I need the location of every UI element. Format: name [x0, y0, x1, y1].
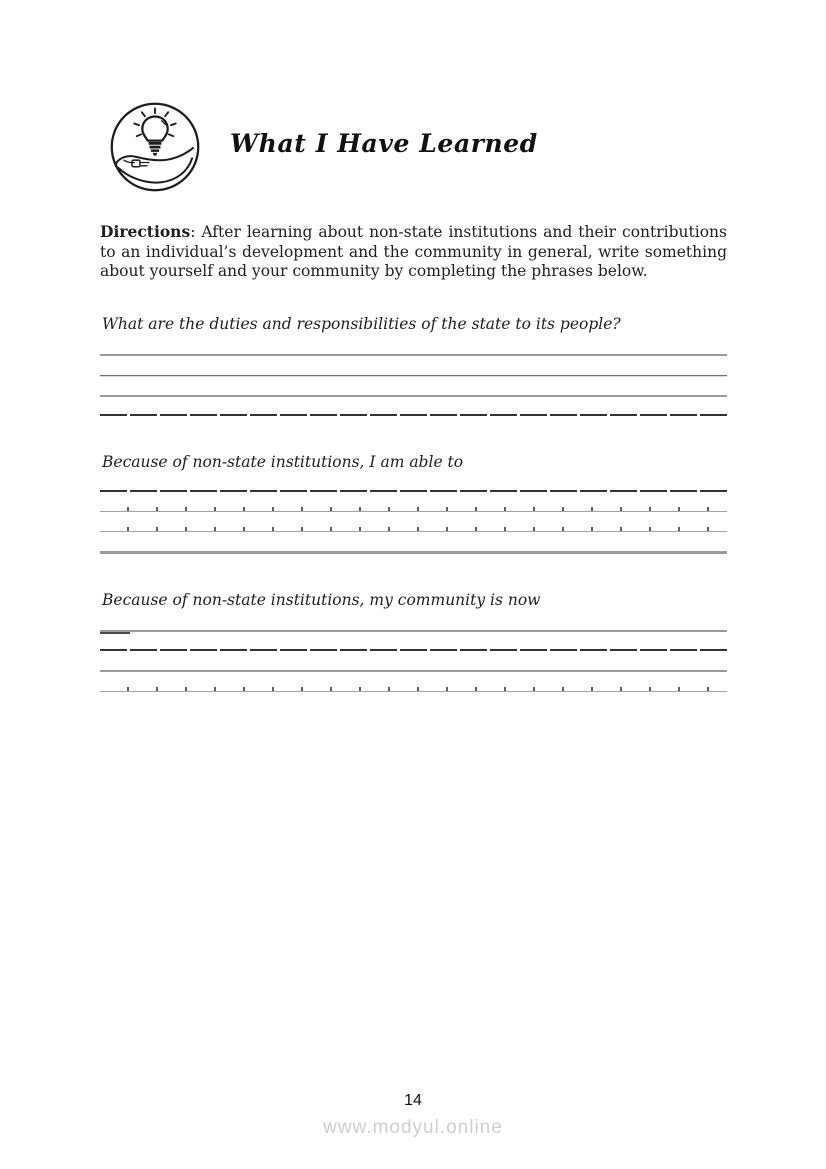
answer-blank-line [100, 512, 727, 532]
directions-text: : After learning about non-state institutions and their contributions to an individual’s development and the community in general, write something about yourself and your community by completing the phrases below. [100, 223, 727, 280]
prompt-text: Because of non-state institutions, my community is now [102, 590, 541, 609]
answer-blank-line [100, 651, 727, 672]
prompt-text: Because of non-state institutions, I am able to [102, 452, 464, 471]
page-title: What I Have Learned [230, 128, 538, 158]
page-number: 14 [404, 1092, 422, 1109]
answer-blank-line [100, 356, 727, 376]
question-section [100, 453, 727, 554]
answer-blank-line [100, 672, 727, 692]
question-section [100, 591, 727, 692]
answer-blank-line [100, 397, 727, 416]
watermark-text: www.modyul.online [323, 1117, 503, 1138]
answer-blank-line [100, 376, 727, 397]
prompt-text: What are the duties and responsibilities of the state to its people? [102, 314, 621, 333]
answer-blank-line [100, 479, 727, 492]
directions-paragraph [100, 222, 727, 282]
answer-blank-line [100, 341, 727, 356]
page-footer [0, 1092, 826, 1139]
answer-blank-line [100, 632, 727, 651]
lightbulb-in-hand-icon [108, 100, 202, 194]
directions-label: Directions [100, 222, 191, 241]
questions-area [100, 315, 727, 692]
answer-blank-line [100, 617, 727, 632]
question-section [100, 315, 727, 416]
answer-blank-line [100, 532, 727, 554]
answer-blank-line [100, 492, 727, 512]
section-header [108, 100, 727, 194]
